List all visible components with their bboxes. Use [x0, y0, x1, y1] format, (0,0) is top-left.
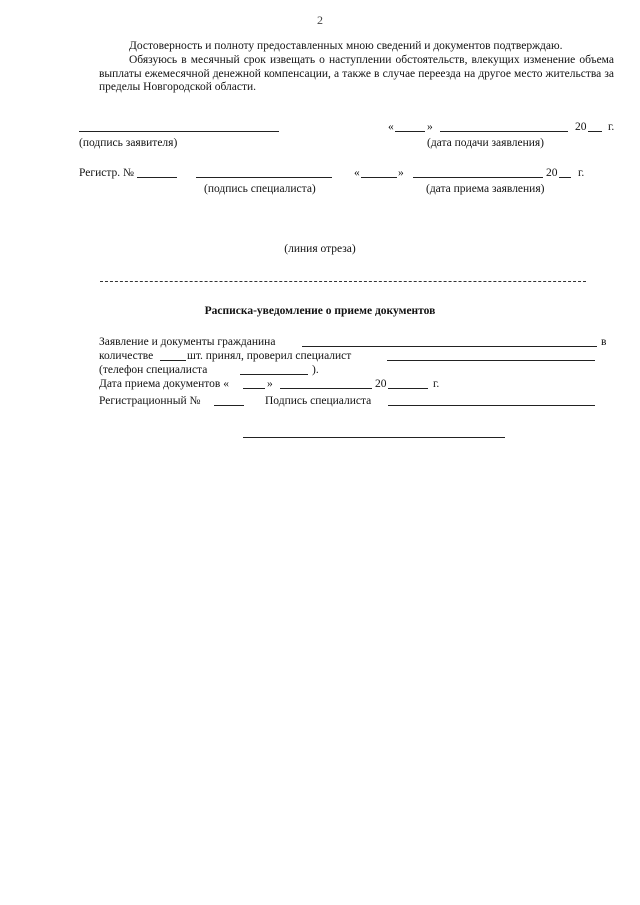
date-received-caption: (дата приема заявления) — [426, 183, 545, 195]
receipt-year-blank[interactable] — [388, 378, 428, 389]
receipt-date-label: Дата приема документов « — [99, 378, 229, 390]
receipt-signature-label: Подпись специалиста — [265, 395, 372, 407]
received-year-prefix: 20 — [546, 167, 558, 179]
submit-year-blank[interactable] — [588, 121, 602, 132]
specialist-signature-line[interactable] — [196, 167, 332, 178]
submit-year-suffix: г. — [608, 121, 615, 133]
applicant-signature-line[interactable] — [79, 121, 279, 132]
receipt-day-blank[interactable] — [243, 378, 265, 389]
date-quote-open: « — [388, 121, 394, 133]
specialist-phone-blank[interactable] — [240, 364, 308, 375]
registration-number-blank[interactable] — [137, 167, 177, 178]
receipt-registration-label: Регистрационный № — [99, 395, 201, 407]
received-month-blank[interactable] — [413, 167, 543, 178]
submit-year-prefix: 20 — [575, 121, 587, 133]
receipt-signature-blank[interactable] — [388, 395, 595, 406]
received-year-blank[interactable] — [559, 167, 571, 178]
cut-line-label: (линия отреза) — [284, 243, 356, 255]
received-day-blank[interactable] — [361, 167, 397, 178]
receipt-quantity-label: количестве — [99, 350, 154, 362]
registration-label: Регистр. № — [79, 167, 134, 179]
received-year-suffix: г. — [578, 167, 585, 179]
declaration-paragraph: Обязуюсь в месячный срок извещать о наступлении обстоятельств, влекущих изменение объема выплаты ежемесячной денежной компенсации, а также в случае переезда на другое место жительства за пределы Новгородской области. — [99, 54, 614, 93]
receipt-title: Расписка-уведомление о приеме документов — [204, 305, 436, 317]
applicant-signature-caption: (подпись заявителя) — [79, 137, 178, 149]
receipt-month-blank[interactable] — [280, 378, 372, 389]
declaration-line-1: Достоверность и полноту предоставленных мною сведений и документов подтверждаю. — [129, 40, 563, 52]
specialist-signature-caption: (подпись специалиста) — [204, 183, 316, 195]
document-count-blank[interactable] — [160, 350, 186, 361]
receipt-date-quote-close: » — [267, 378, 273, 390]
receipt-registration-blank[interactable] — [214, 395, 244, 406]
receipt-phone-close: ). — [312, 364, 319, 376]
receipt-year-suffix: г. — [433, 378, 440, 390]
receipt-phone-label: (телефон специалиста — [99, 364, 208, 376]
specialist-name-blank[interactable] — [387, 350, 595, 361]
receipt-in-suffix: в — [601, 336, 607, 348]
date-quote-close: » — [427, 121, 433, 133]
date-submitted-caption: (дата подачи заявления) — [427, 137, 544, 149]
receipt-year-prefix: 20 — [375, 378, 387, 390]
submit-month-blank[interactable] — [440, 121, 568, 132]
receipt-citizen-label: Заявление и документы гражданина — [99, 336, 276, 348]
receipt-accepted-label: шт. принял, проверил специалист — [187, 350, 352, 362]
page-number: 2 — [317, 13, 323, 27]
citizen-name-blank[interactable] — [302, 336, 597, 347]
submit-day-blank[interactable] — [395, 121, 425, 132]
bottom-divider — [243, 437, 505, 438]
received-quote-close: » — [398, 167, 404, 179]
received-quote-open: « — [354, 167, 360, 179]
cut-line — [100, 281, 586, 282]
